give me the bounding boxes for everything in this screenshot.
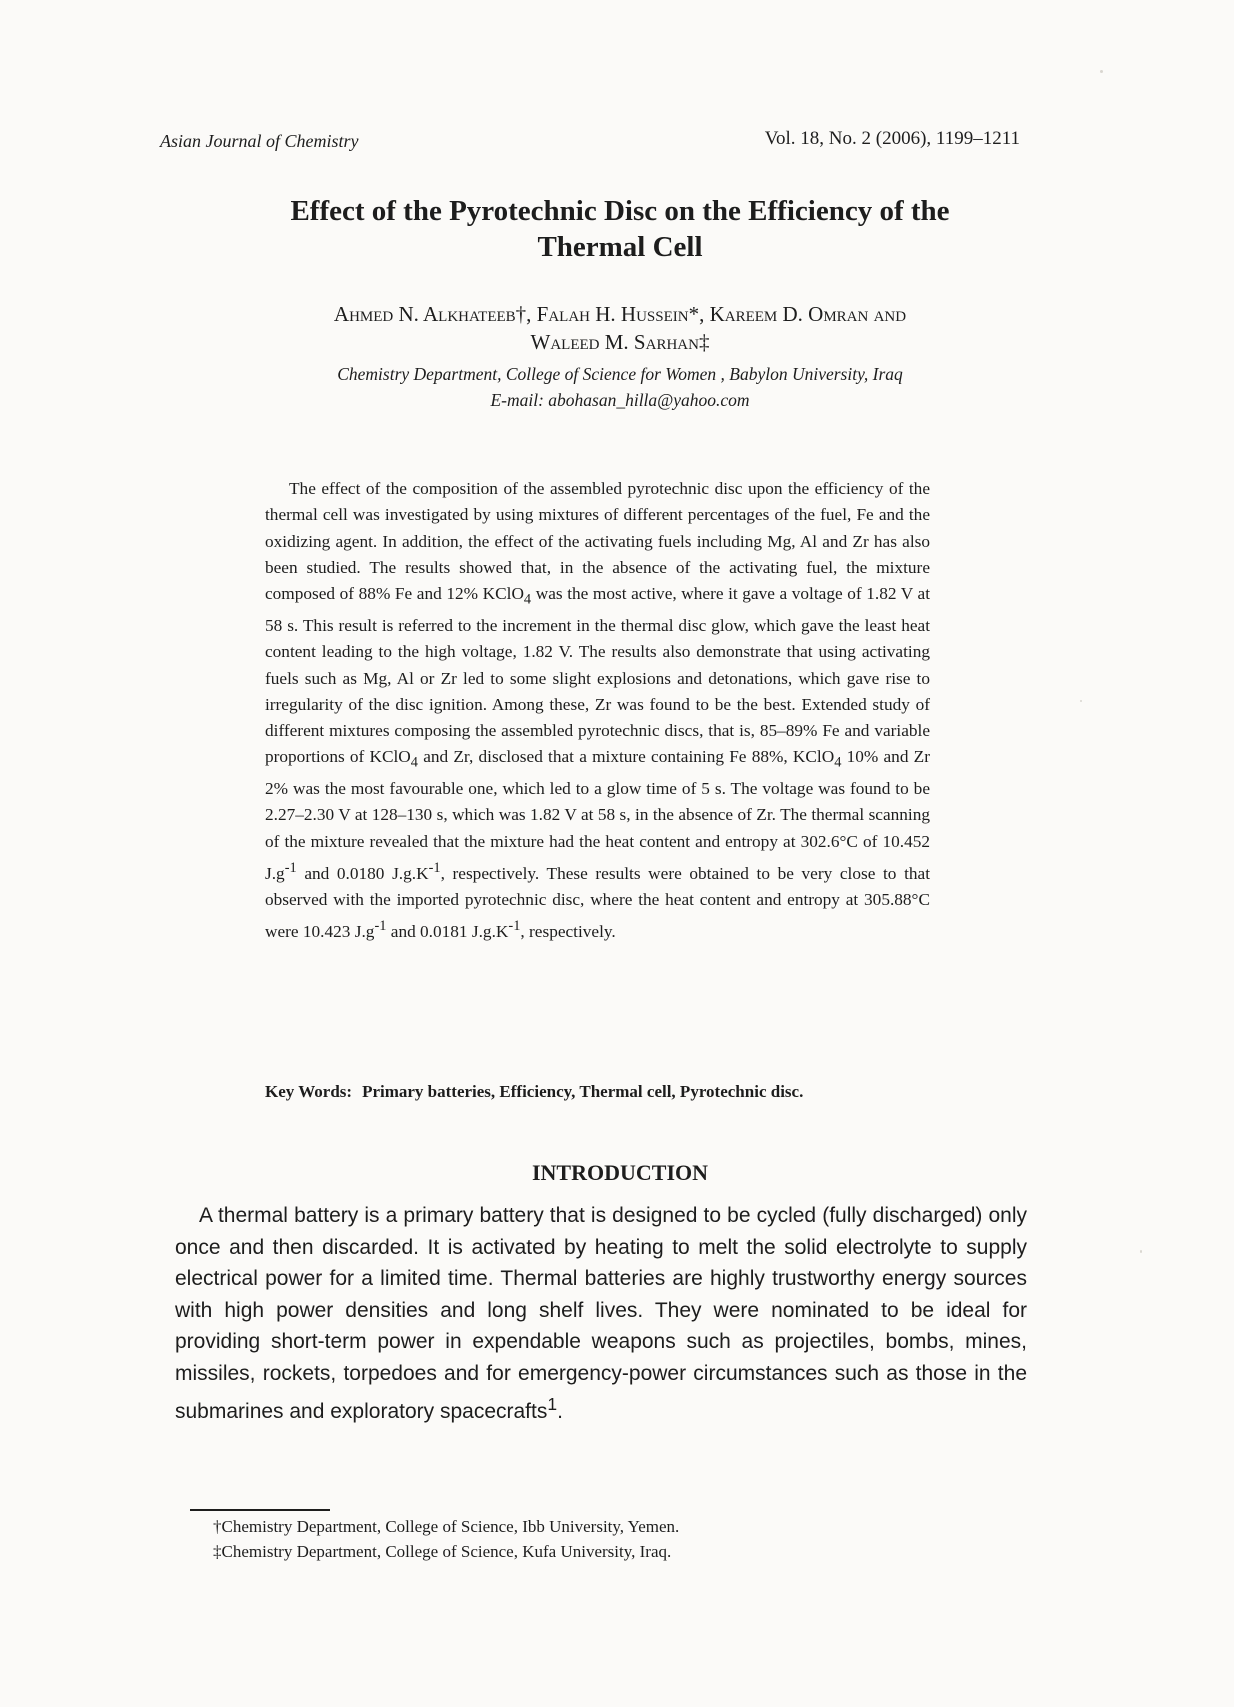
key-words (265, 1078, 930, 1106)
section-heading-introduction: INTRODUCTION (531, 1160, 709, 1185)
title-line-1: Effect of the Pyrotechnic Disc on the Efficiency of the (290, 195, 950, 227)
footnote-rule (190, 1509, 330, 1511)
key-words-text: Primary batteries, Efficiency, Thermal cell, Pyrotechnic disc. (362, 1082, 804, 1101)
footnote-1: †Chemistry Department, College of Science, Ibb University, Yemen. (213, 1517, 680, 1536)
footnote-2: ‡Chemistry Department, College of Science, Kufa University, Iraq. (213, 1542, 672, 1561)
authors-line-2: Waleed M. Sarhan‡ (530, 330, 710, 354)
paper-title (180, 193, 1060, 265)
key-words-label: Key Words: (265, 1082, 353, 1101)
authors-line-1: Ahmed N. Alkhateeb†, Falah H. Hussein*, Kareem D. Omran and (333, 302, 907, 326)
citation-ref: 1 (547, 1394, 558, 1414)
abstract: The effect of the composition of the assembled pyrotechnic disc upon the efficiency of the thermal cell was investigated by using mixtures of different percentages of the fuel, Fe and the oxidizing agent. In addition, the effect of the activating fuels including Mg, Al and Zr has also been studied. The results showed that, in the absence of the activating fuel, the mixture composed of 88% Fe and 12% KClO$_4$ was the most active, where it gave a voltage of 1.82 V at 58 s. This result is referred to the increment in the thermal disc glow, which gave the least heat content leading to the high voltage, 1.82 V. The results also demonstrate that using activating fuels such as Mg, Al or Zr led to some slight explosions and detonations, which gave rise to irregularity of the disc ignition. Among these, Zr was found to be the best. Extended study of different mixtures composing the assembled pyrotechnic discs, that is, 85–89% Fe and variable proportions of KClO$_4$ and Zr, disclosed that a mixture containing Fe 88%, KClO$_4$ 10% and Zr 2% was the most favourable one, which led to a glow time of 5 s. The voltage was found to be 2.27–2.30 V at 128–130 s, which was 1.82 V at 58 s, in the absence of Zr. The thermal scanning of the mixture revealed that the mixture had the heat content and entropy at 302.6°C of 10.452 $J.g^{-1}$ and 0.0180 $J.g.K^{-1}$, respectively. These results were obtained to be very close to that observed with the imported pyrotechnic disc, where the heat content and entropy at 305.88°C were 10.423 $J.g^{-1}$ and 0.0181 $J.g.K^{-1}$, respectively. (265, 479, 930, 942)
introduction-paragraph: A thermal battery is a primary battery that is designed to be cycled (fully discharged) only once and then discarded. It is activated by heating to melt the solid electrolyte to supply electrical power for a limited time. Thermal batteries are highly trustworthy energy sources with high power densities and long shelf lives. They were nominated to be ideal for providing short-term power in expendable weapons such as projectiles, bombs, mines, missiles, rockets, torpedoes and for emergency-power circumstances such as those in the submarines and exploratory spacecrafts$^1$. (175, 1204, 1027, 1423)
author-list (180, 300, 1060, 356)
scan-speck (1100, 70, 1103, 73)
title-line-2: Thermal Cell (537, 231, 703, 263)
running-head (160, 128, 1020, 161)
email-address: E-mail: abohasan_hilla@yahoo.com (490, 390, 750, 410)
scan-speck (1140, 1250, 1142, 1253)
volume-info: Vol. 18, No. 2 (2006), 1199–1211 (764, 128, 1020, 149)
footnotes (213, 1514, 1013, 1564)
scan-speck (1080, 700, 1082, 702)
journal-name: Asian Journal of Chemistry (160, 131, 359, 151)
affiliation: Chemistry Department, College of Science for Women , Babylon University, Iraq (337, 364, 903, 384)
